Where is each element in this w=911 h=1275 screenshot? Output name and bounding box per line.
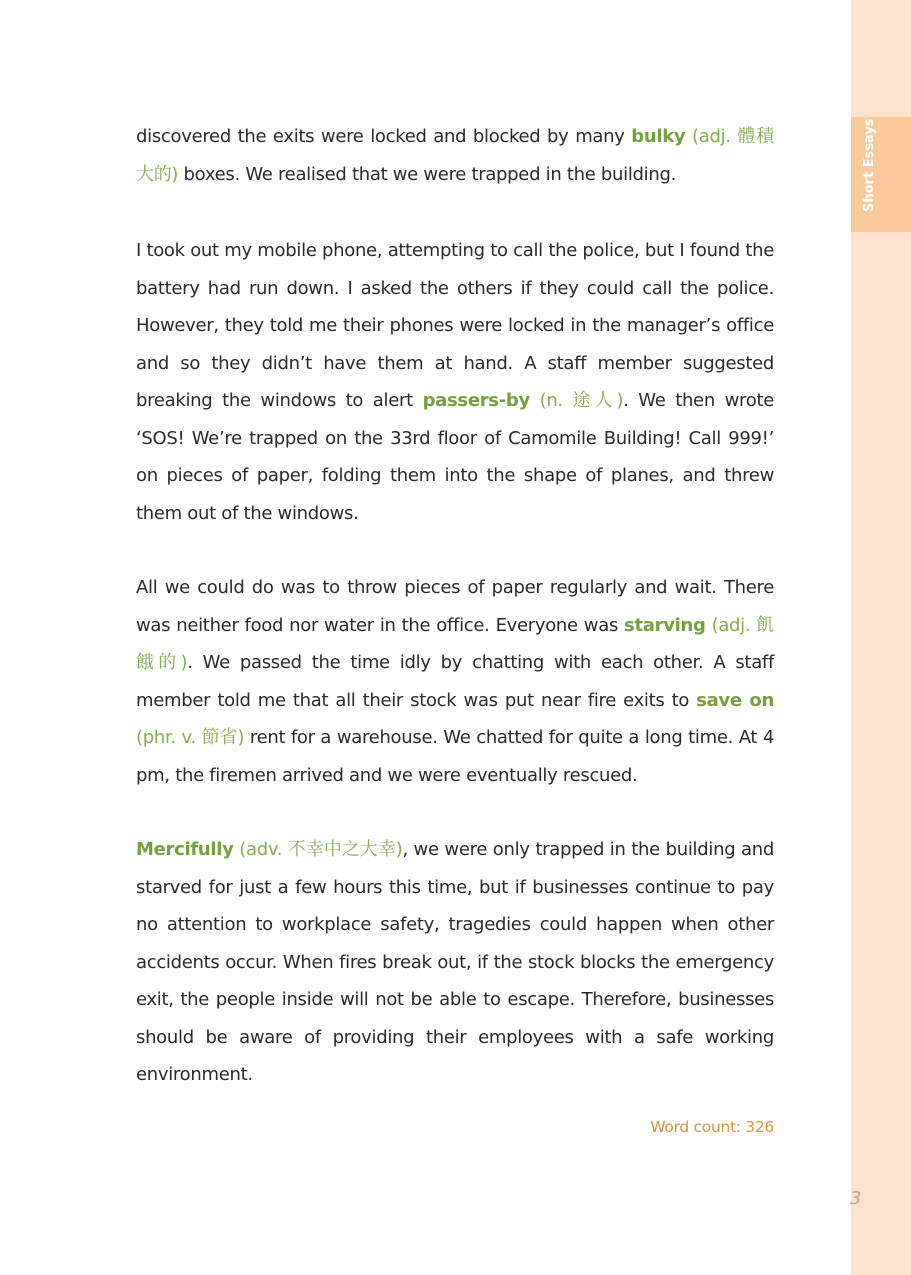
vocab-word: passers-by	[422, 390, 530, 411]
vocab-word: starving	[624, 614, 706, 636]
essay-body	[136, 118, 774, 1133]
text-run: rent for a warehouse. We chatted for quite a long time. At 4 pm, the firemen arrived and we were eventually rescued.	[136, 727, 774, 786]
text-run: discovered the exits were locked and blocked by many	[136, 126, 632, 147]
paragraph	[136, 569, 774, 794]
vocab-gloss: (adj. 飢餓的)	[136, 614, 774, 673]
text-run: . We then wrote ‘SOS! We’re trapped on the 33rd floor of Camomile Building! Call 999!’ on pieces of paper, folding them into the shape of planes, and threw them out of the windows.	[136, 390, 774, 524]
vocab-gloss: (phr. v. 節省)	[136, 727, 245, 748]
text-run: All we could do was to throw pieces of paper regularly and wait. There was neither food nor water in the office. Everyone was	[136, 577, 774, 636]
vocab-gloss: (n. 途人)	[529, 390, 624, 411]
word-count: Word count: 326	[650, 1118, 774, 1136]
text-run: boxes. We realised that we were trapped in the building.	[178, 163, 677, 185]
vocab-word: save on	[696, 689, 774, 711]
text-run: I took out my mobile phone, attempting to call the police, but I found the battery had run down. I asked the others if they could call the police. However, they told me their phones were locked in the manager’s office and so they didn’t have them at hand. A staff member suggested breaking the windows to alert	[136, 240, 774, 411]
paragraph	[136, 118, 774, 193]
vocab-word: bulky	[631, 126, 686, 147]
section-tab	[851, 117, 911, 232]
section-tab-label: Short Essays	[862, 118, 877, 212]
paragraph	[136, 232, 774, 532]
page-number: 3	[850, 1188, 862, 1209]
text-run: , we were only trapped in the building and starved for just a few hours this time, but if businesses continue to pay no attention to workplace safety, tragedies could happen when other accidents occur. When fires break out, if the stock blocks the emergency exit, the people inside will not be able to escape. Therefore, businesses should be aware of providing their employees with a safe working environment.	[136, 839, 774, 1085]
paragraph	[136, 831, 774, 1094]
vocab-gloss: (adj. 體積大的)	[136, 126, 774, 185]
vocab-word: Mercifully	[136, 839, 234, 860]
text-run: . We passed the time idly by chatting with each other. A staff member told me that all their stock was put near fire exits to	[136, 652, 774, 711]
vocab-gloss: (adv. 不幸中之大幸)	[233, 839, 403, 860]
